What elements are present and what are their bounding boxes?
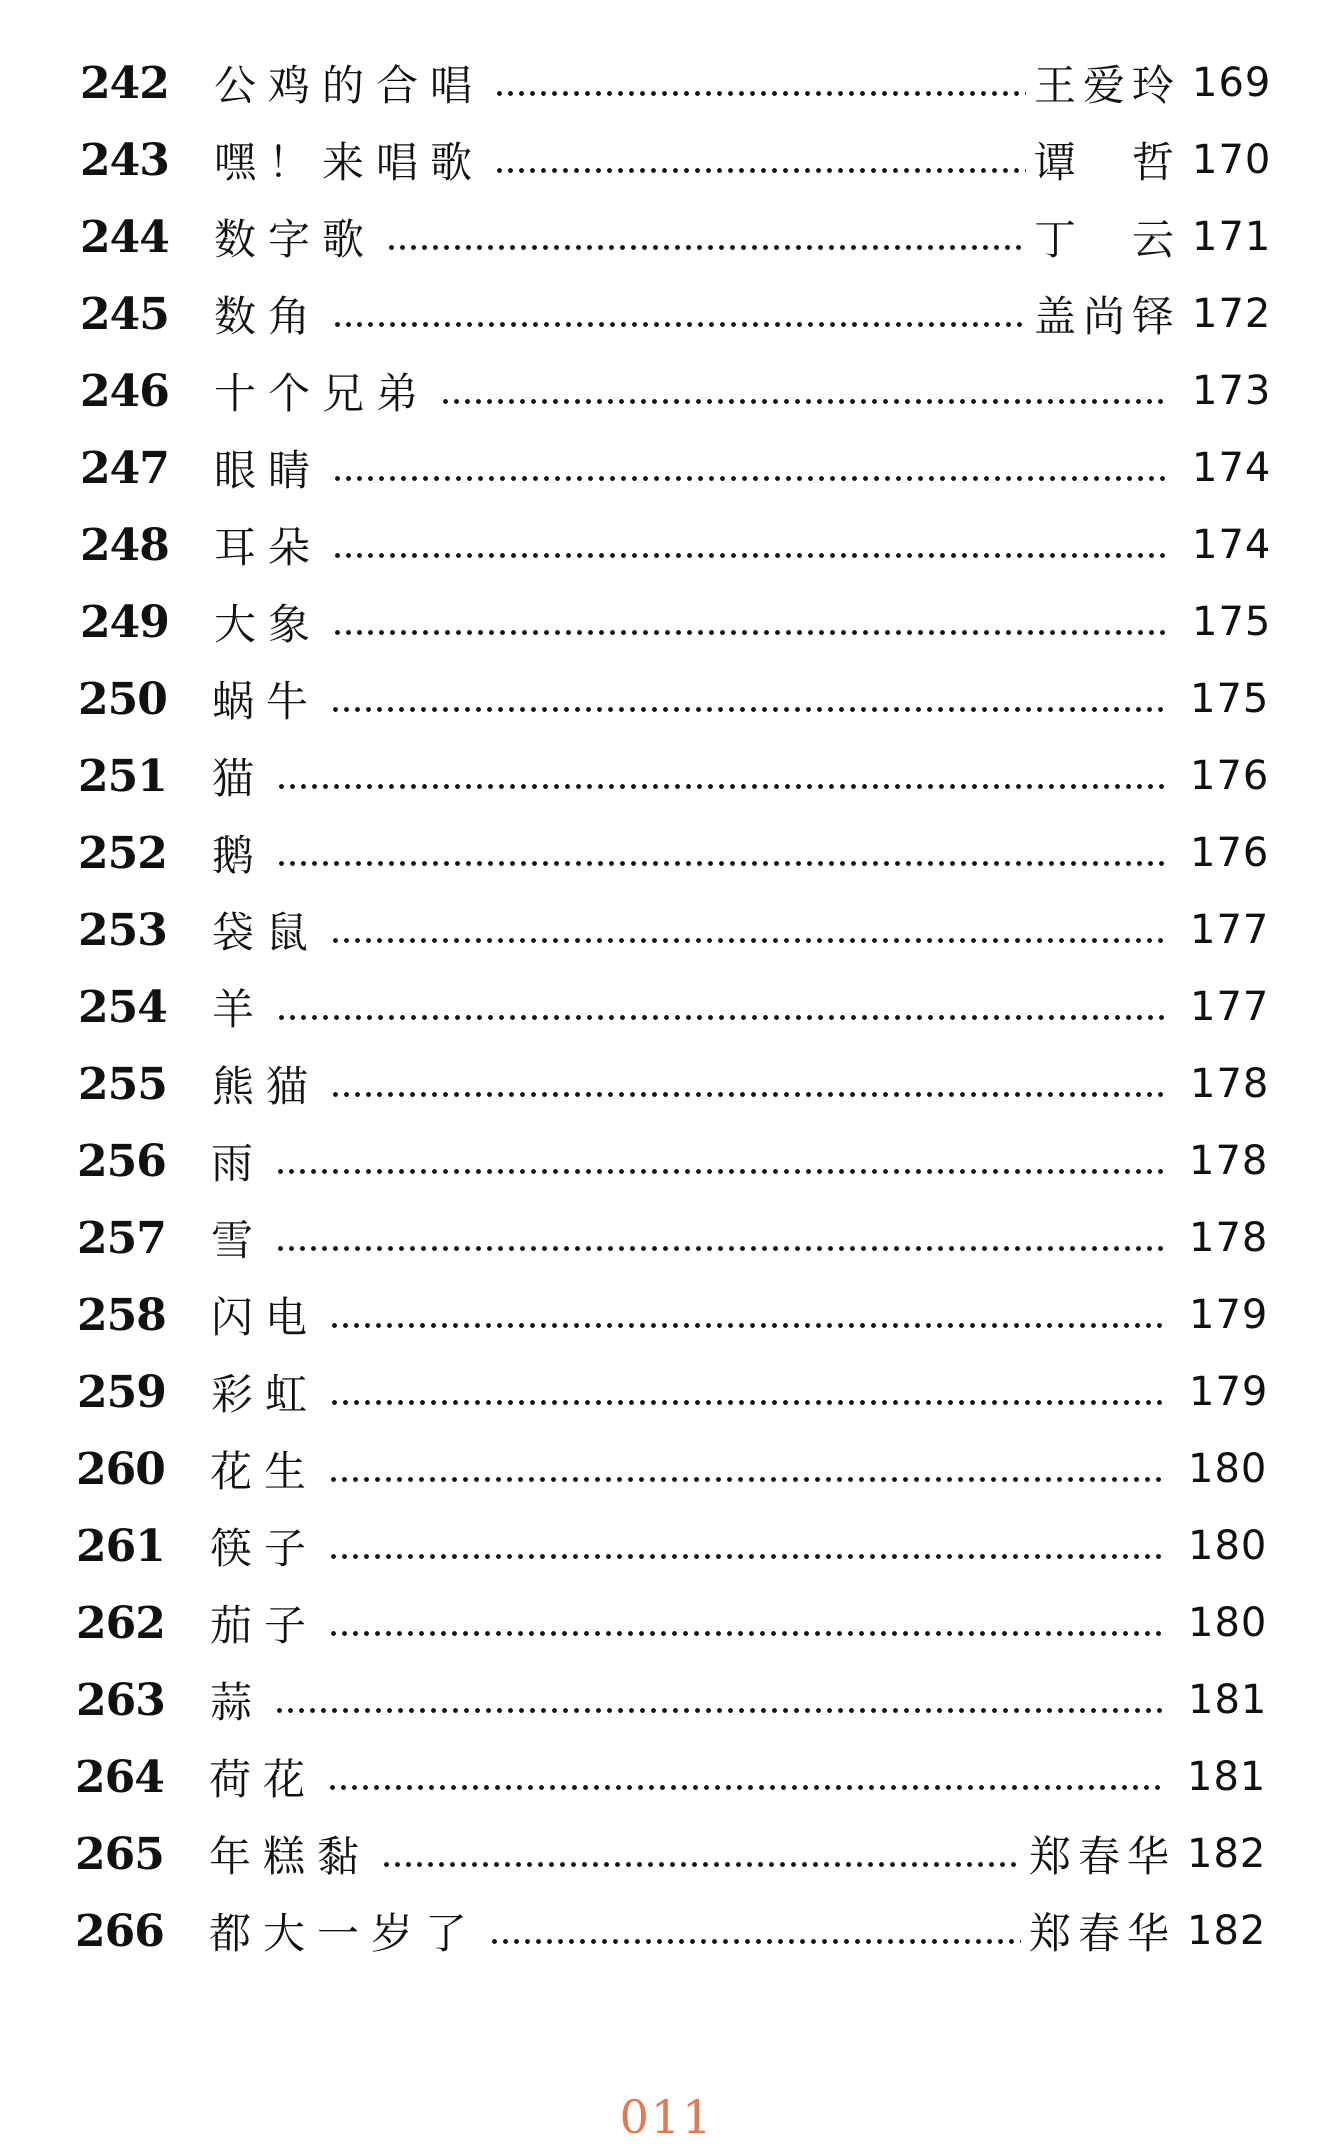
entry-page: 176 (1190, 753, 1270, 799)
dot-leader (332, 293, 1026, 335)
entry-number: 247 (80, 442, 169, 494)
entry-author: 郑春华 (1029, 1909, 1169, 1958)
dot-leader (329, 1294, 1163, 1336)
entry-page: 180 (1188, 1600, 1268, 1646)
entry-number: 255 (78, 1058, 167, 1110)
entry-title: 鹅 (212, 831, 267, 880)
entry-number: 244 (80, 211, 169, 263)
entry-title: 都大一岁了 (209, 1909, 480, 1958)
entry-number: 260 (76, 1443, 165, 1495)
entry-page: 180 (1188, 1446, 1268, 1492)
entry-number: 265 (75, 1828, 164, 1880)
dot-leader (274, 1679, 1162, 1721)
entry-title: 花生 (210, 1447, 319, 1496)
entry-author: 谭 哲 (1034, 138, 1174, 187)
entry-page: 174 (1192, 522, 1272, 568)
toc-entry[interactable] (80, 592, 1280, 652)
entry-number: 248 (80, 519, 169, 571)
entry-title: 公鸡的合唱 (214, 61, 485, 110)
entry-page: 177 (1190, 984, 1270, 1030)
toc-entry[interactable] (75, 1901, 1275, 1961)
dot-leader (275, 1217, 1163, 1259)
entry-page: 172 (1192, 291, 1272, 337)
entry-page: 176 (1190, 830, 1270, 876)
toc-entry[interactable] (78, 977, 1278, 1037)
dot-leader (329, 1371, 1163, 1413)
dot-leader (276, 832, 1164, 874)
entry-number: 243 (80, 134, 169, 186)
dot-leader (332, 601, 1166, 643)
entry-title: 蜗牛 (212, 677, 321, 726)
toc-entry[interactable] (75, 1824, 1275, 1884)
entry-title: 年糕黏 (209, 1832, 372, 1881)
dot-leader (494, 62, 1026, 104)
entry-number: 264 (75, 1751, 164, 1803)
entry-page: 179 (1189, 1369, 1269, 1415)
dot-leader (276, 986, 1164, 1028)
entry-author: 丁 云 (1034, 215, 1174, 264)
dot-leader (330, 678, 1164, 720)
entry-title: 雨 (211, 1139, 266, 1188)
entry-page: 182 (1187, 1908, 1267, 1954)
entry-number: 249 (80, 596, 169, 648)
dot-leader (381, 1833, 1021, 1875)
toc-entry[interactable] (76, 1516, 1276, 1576)
entry-title: 雪 (211, 1216, 266, 1265)
toc-entry[interactable] (76, 1439, 1276, 1499)
dot-leader (494, 139, 1026, 181)
entry-page: 178 (1189, 1215, 1269, 1261)
entry-title: 十个兄弟 (214, 369, 431, 418)
toc-entry[interactable] (77, 1362, 1277, 1422)
dot-leader (489, 1910, 1021, 1952)
entry-page: 178 (1189, 1138, 1269, 1184)
entry-author: 郑春华 (1029, 1832, 1169, 1881)
entry-page: 180 (1188, 1523, 1268, 1569)
entry-number: 266 (75, 1905, 164, 1957)
entry-title: 眼睛 (214, 446, 323, 495)
toc-entry[interactable] (80, 53, 1280, 113)
dot-leader (332, 447, 1166, 489)
entry-number: 258 (77, 1289, 166, 1341)
entry-page: 170 (1192, 137, 1272, 183)
toc-entry[interactable] (80, 438, 1280, 498)
entry-number: 262 (76, 1597, 165, 1649)
toc-entry[interactable] (80, 284, 1280, 344)
toc-entry[interactable] (80, 130, 1280, 190)
entry-title: 荷花 (209, 1755, 318, 1804)
entry-title: 大象 (214, 600, 323, 649)
entry-number: 253 (78, 904, 167, 956)
dot-leader (330, 1063, 1164, 1105)
toc-entry[interactable] (80, 207, 1280, 267)
entry-title: 数角 (214, 292, 323, 341)
entry-page: 181 (1187, 1754, 1267, 1800)
page-number: 011 (619, 2090, 714, 2144)
entry-page: 173 (1192, 368, 1272, 414)
toc-entry[interactable] (78, 823, 1278, 883)
entry-number: 261 (76, 1520, 165, 1572)
toc-entry[interactable] (80, 361, 1280, 421)
dot-leader (276, 755, 1164, 797)
entry-page: 178 (1190, 1061, 1270, 1107)
entry-title: 蒜 (210, 1678, 265, 1727)
entry-title: 茄子 (210, 1601, 319, 1650)
entry-number: 259 (77, 1366, 166, 1418)
dot-leader (328, 1448, 1162, 1490)
entry-page: 175 (1192, 599, 1272, 645)
toc-entry[interactable] (77, 1285, 1277, 1345)
entry-page: 177 (1190, 907, 1270, 953)
toc-entry[interactable] (75, 1747, 1275, 1807)
entry-title: 猫 (212, 754, 267, 803)
entry-title: 闪电 (211, 1293, 320, 1342)
dot-leader (328, 1602, 1162, 1644)
entry-page: 181 (1188, 1677, 1268, 1723)
entry-page: 182 (1187, 1831, 1267, 1877)
entry-title: 数字歌 (214, 215, 377, 264)
toc-entry[interactable] (78, 900, 1278, 960)
toc-entry[interactable] (78, 669, 1278, 729)
entry-page: 169 (1192, 60, 1272, 106)
entry-page: 175 (1190, 676, 1270, 722)
entry-number: 246 (80, 365, 169, 417)
entry-title: 嘿！来唱歌 (214, 138, 485, 187)
entry-author: 王爱玲 (1034, 61, 1174, 110)
entry-title: 筷子 (210, 1524, 319, 1573)
dot-leader (275, 1140, 1163, 1182)
entry-page: 171 (1192, 214, 1272, 260)
entry-number: 250 (78, 673, 167, 725)
entry-number: 254 (78, 981, 167, 1033)
dot-leader (386, 216, 1026, 258)
dot-leader (327, 1756, 1161, 1798)
toc-entry[interactable] (76, 1593, 1276, 1653)
dot-leader (330, 909, 1164, 951)
entry-number: 252 (78, 827, 167, 879)
entry-number: 263 (76, 1674, 165, 1726)
entry-page: 179 (1189, 1292, 1269, 1338)
dot-leader (440, 370, 1166, 412)
toc-entry[interactable] (80, 515, 1280, 575)
entry-title: 熊猫 (212, 1062, 321, 1111)
entry-page: 174 (1192, 445, 1272, 491)
entry-number: 242 (80, 57, 169, 109)
dot-leader (332, 524, 1166, 566)
entry-author: 盖尚铎 (1034, 292, 1174, 341)
toc-entry[interactable] (77, 1131, 1277, 1191)
toc-entry[interactable] (76, 1670, 1276, 1730)
entry-title: 袋鼠 (212, 908, 321, 957)
dot-leader (328, 1525, 1162, 1567)
toc-entry[interactable] (77, 1208, 1277, 1268)
entry-title: 羊 (212, 985, 267, 1034)
toc-entry[interactable] (78, 746, 1278, 806)
entry-number: 256 (77, 1135, 166, 1187)
entry-number: 251 (78, 750, 167, 802)
toc-entry[interactable] (78, 1054, 1278, 1114)
entry-title: 耳朵 (214, 523, 323, 572)
entry-number: 257 (77, 1212, 166, 1264)
entry-number: 245 (80, 288, 169, 340)
entry-title: 彩虹 (211, 1370, 320, 1419)
